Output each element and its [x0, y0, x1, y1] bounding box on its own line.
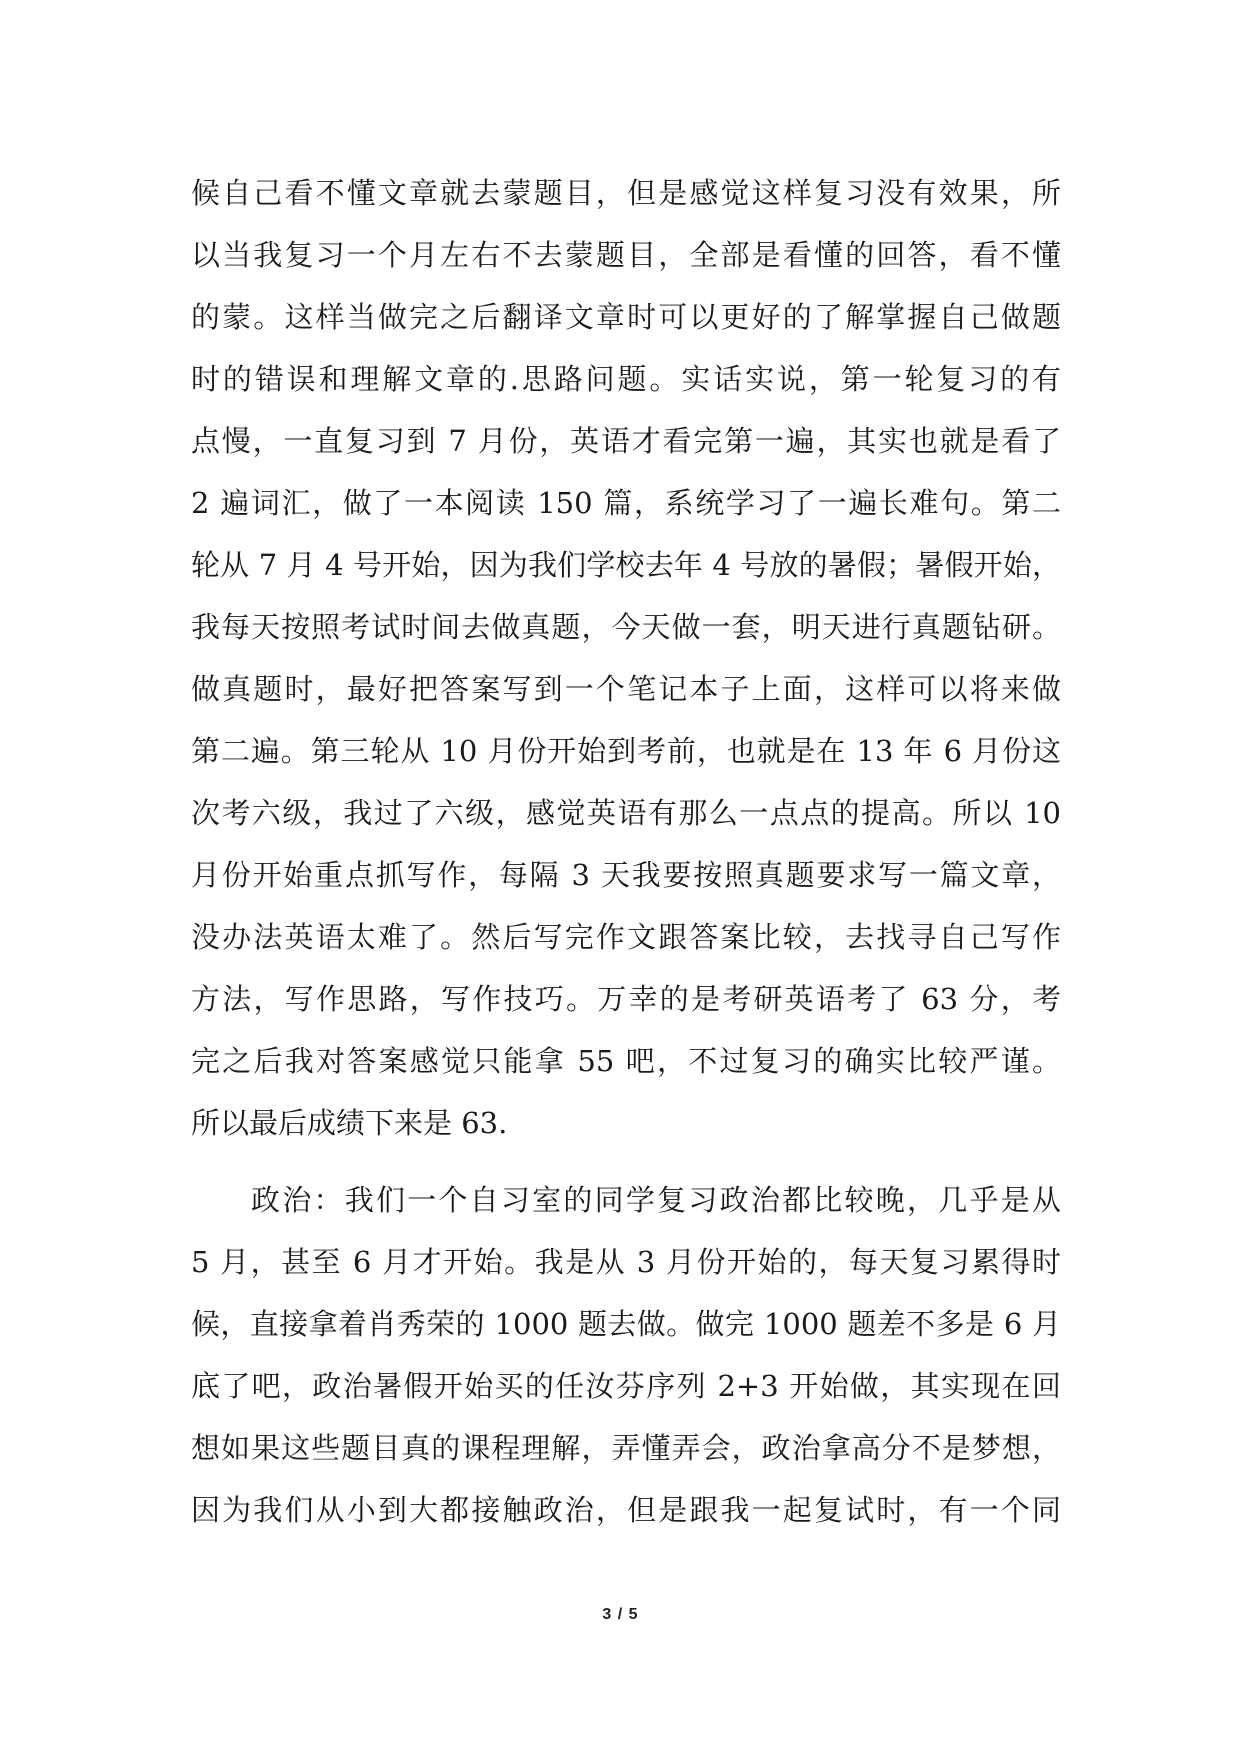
text-line: 月份开始重点抓写作，每隔 3 天我要按照真题要求写一篇文章，	[191, 858, 1061, 892]
text-line: 政治：我们一个自习室的同学复习政治都比较晚，几乎是从	[251, 1183, 1061, 1217]
paragraph-politics-review	[191, 1169, 1061, 1541]
paragraph-english-review	[191, 162, 1061, 1154]
text-line: 方法，写作思路，写作技巧。万幸的是考研英语考了 63 分，考	[191, 982, 1061, 1016]
text-line: 我每天按照考试时间去做真题，今天做一套，明天进行真题钻研。	[191, 610, 1061, 644]
body-text	[191, 162, 1061, 1541]
text-line: 次考六级，我过了六级，感觉英语有那么一点点的提高。所以 10	[191, 796, 1061, 830]
text-line: 以当我复习一个月左右不去蒙题目，全部是看懂的回答，看不懂	[191, 238, 1061, 272]
text-line: 所以最后成绩下来是 63.	[191, 1106, 508, 1140]
text-line: 点慢，一直复习到 7 月份，英语才看完第一遍，其实也就是看了	[191, 424, 1061, 458]
text-line: 候自己看不懂文章就去蒙题目，但是感觉这样复习没有效果，所	[191, 176, 1061, 210]
text-line: 没办法英语太难了。然后写完作文跟答案比较，去找寻自己写作	[191, 920, 1061, 954]
text-line: 的蒙。这样当做完之后翻译文章时可以更好的了解掌握自己做题	[191, 300, 1061, 334]
text-line: 5 月，甚至 6 月才开始。我是从 3 月份开始的，每天复习累得时	[191, 1245, 1061, 1279]
text-line: 轮从 7 月 4 号开始，因为我们学校去年 4 号放的暑假；暑假开始，	[191, 548, 1061, 582]
text-line: 时的错误和理解文章的.思路问题。实话实说，第一轮复习的有	[191, 362, 1061, 396]
text-line: 2 遍词汇，做了一本阅读 150 篇，系统学习了一遍长难句。第二	[191, 486, 1061, 520]
text-line: 完之后我对答案感觉只能拿 55 吧，不过复习的确实比较严谨。	[191, 1044, 1061, 1078]
page-number: 3 / 5	[602, 1606, 639, 1623]
text-line: 第二遍。第三轮从 10 月份开始到考前，也就是在 13 年 6 月份这	[191, 734, 1061, 768]
text-line: 候，直接拿着肖秀荣的 1000 题去做。做完 1000 题差不多是 6 月	[191, 1307, 1061, 1341]
text-line: 做真题时，最好把答案写到一个笔记本子上面，这样可以将来做	[191, 672, 1061, 706]
paragraph-spacing	[191, 1154, 1061, 1169]
text-line: 底了吧，政治暑假开始买的任汝芬序列 2+3 开始做，其实现在回	[191, 1369, 1061, 1403]
text-line: 想如果这些题目真的课程理解，弄懂弄会，政治拿高分不是梦想，	[191, 1431, 1061, 1465]
text-line: 因为我们从小到大都接触政治，但是跟我一起复试时，有一个同	[191, 1493, 1061, 1527]
